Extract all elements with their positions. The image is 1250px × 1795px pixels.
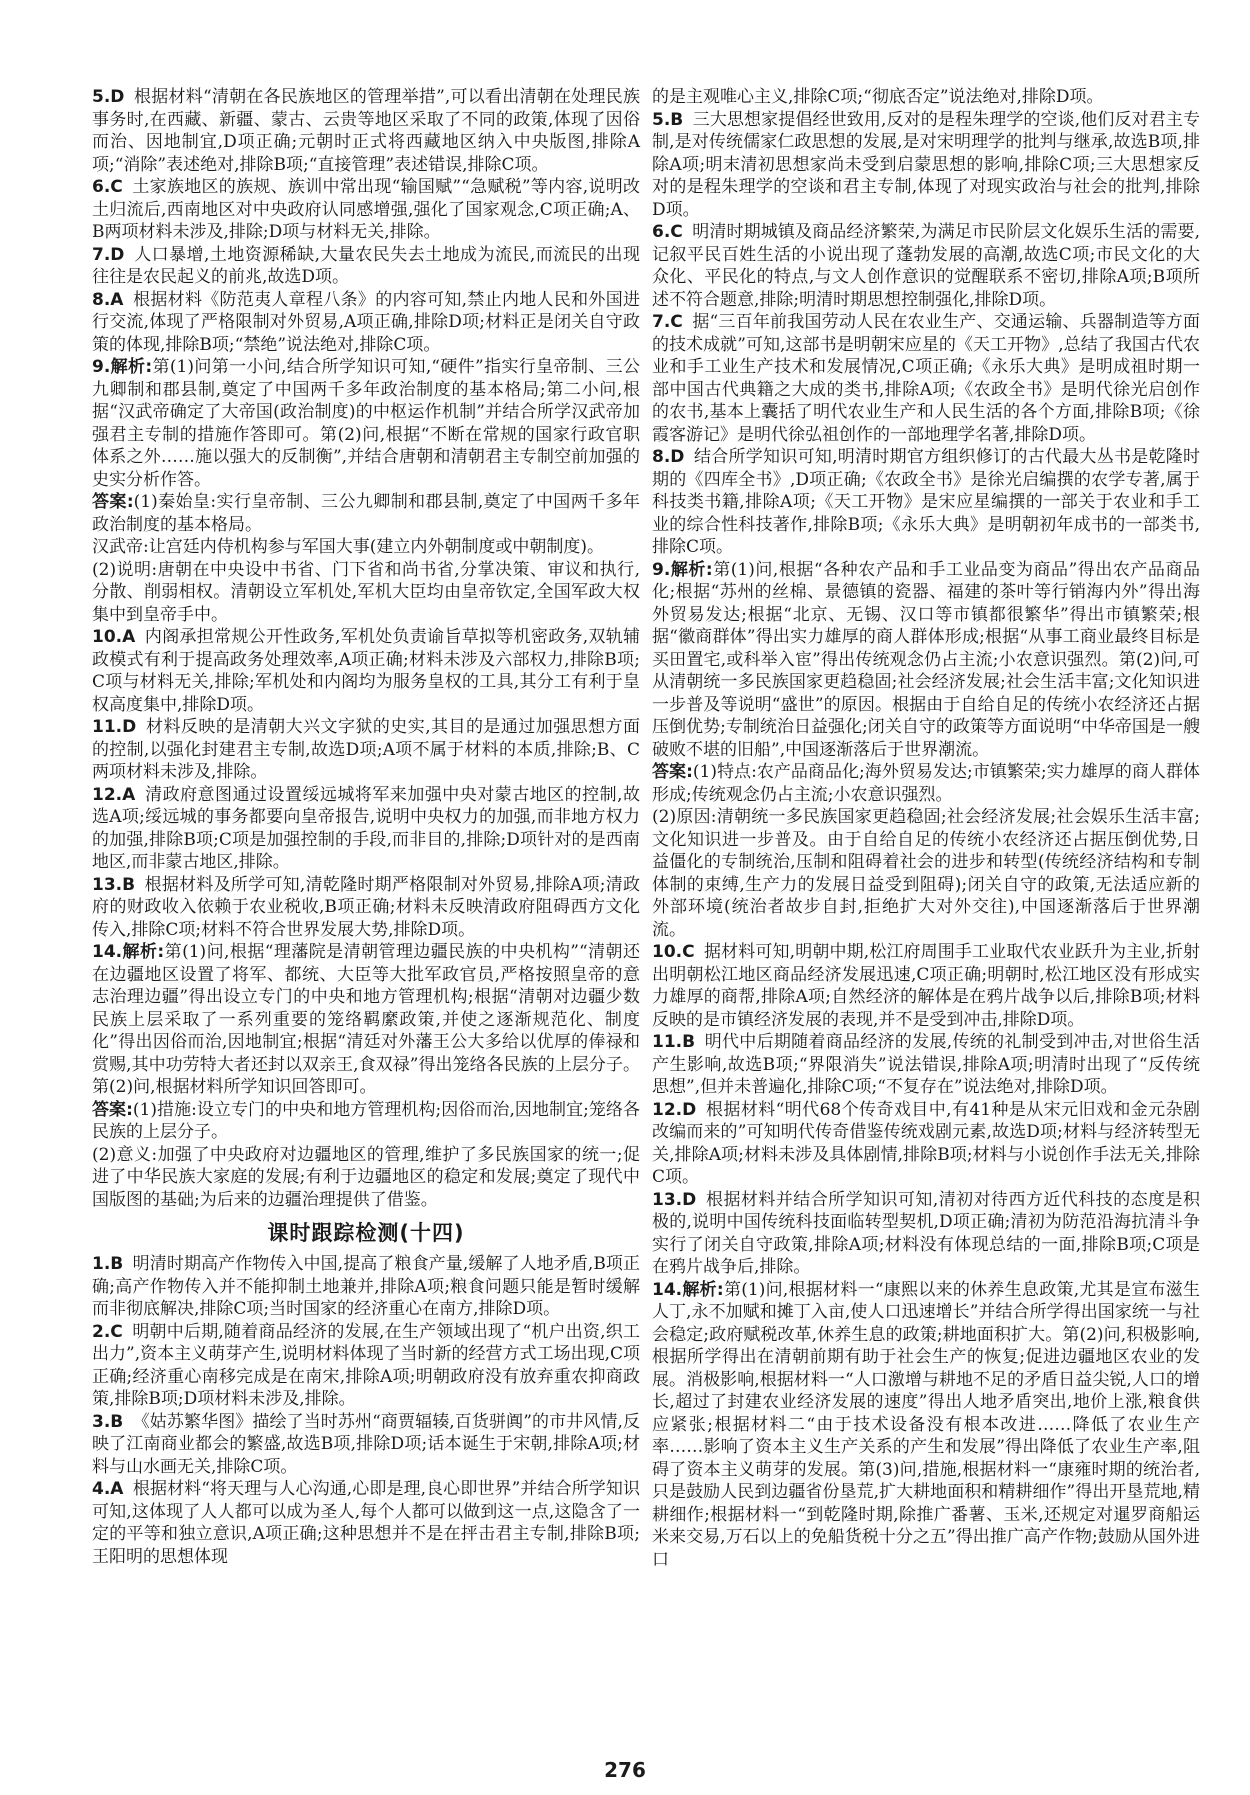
answer-label: 答案: bbox=[652, 762, 693, 782]
item-number: 6.C bbox=[652, 222, 683, 242]
answer-label: 答案: bbox=[92, 492, 134, 512]
item-number: 6.C bbox=[92, 177, 123, 197]
section-title: 课时跟踪检测(十四) bbox=[267, 1221, 465, 1245]
section-item-4 bbox=[92, 1478, 640, 1568]
answer-item-7 bbox=[92, 244, 640, 289]
answer-item-10 bbox=[92, 626, 640, 716]
answer-item-11 bbox=[92, 716, 640, 784]
item-number: 1.B bbox=[92, 1254, 124, 1274]
item-number: 9. bbox=[92, 357, 111, 377]
item-number: 7.C bbox=[652, 312, 683, 332]
section-item-4-cont bbox=[652, 86, 1200, 109]
item-text: 结合所学知识可知,明清时期官方组织修订的古代最大丛书是乾隆时期的《四库全书》,D项正确;《农政全书》是徐光启编撰的农学专著,属于科技类书籍,排除A项;《天工开物》是宋应星编撰的一部关于农业和手工业的综合性科技著作,排除B项;《永乐大典》是明朝初年成书的一部类书,排除C项。 bbox=[652, 447, 1200, 557]
item-number: 10.C bbox=[652, 942, 695, 962]
item-text: 第(1)问,根据“理藩院是清朝管理边疆民族的中央机构”“清朝还在边疆地区设置了将军、都统、大臣等大批军政官员,严格按照皇帝的意志治理边疆”得出设立专门的中央和地方管理机构;根据“清朝对边疆少数民族上层采取了一系列重要的笼络羁縻政策,并使之逐渐规范化、制度化”得出因俗而治,因地制宜;根据“清廷对外藩王公大多给以优厚的俸禄和赏赐,其中功劳特大者还封以双亲王,食双禄”得出笼络各民族的上层分子。第(2)问,根据材料所学知识回答即可。 bbox=[92, 942, 640, 1097]
item-text: 内阁承担常规公开性政务,军机处负责谕旨草拟等机密政务,双轨辅政模式有利于提高政务处理效率,A项正确;材料未涉及六部权力,排除B项;C项与材料无关,排除;军机处和内阁均为服务皇权的工具,其分工有利于皇权高度集中,排除D项。 bbox=[92, 627, 640, 715]
item-text: 根据材料并结合所学知识可知,清初对待西方近代科技的态度是积极的,说明中国传统科技面临转型契机,D项正确;清初为防范沿海抗清斗争实行了闭关自守政策,排除A项;材料没有体现总结的一面,排除B项;C项是在鸦片战争后,排除。 bbox=[652, 1189, 1200, 1277]
answer-item-9-answer-cont bbox=[92, 536, 640, 559]
section-item-1 bbox=[92, 1253, 640, 1321]
item-number: 13.D bbox=[652, 1189, 697, 1210]
section-item-10 bbox=[652, 941, 1200, 1031]
section-item-9-analysis bbox=[652, 559, 1200, 762]
answer-item-14-answer-part2 bbox=[92, 1144, 640, 1212]
item-text: 根据材料“清朝在各民族地区的管理举措”,可以看出清朝在处理民族事务时,在西藏、新疆、蒙古、云贵等地区采取了不同的政策,体现了因俗而治、因地制宜,D项正确;元朝时正式将西藏地区纳入中央版图,排除A项;“消除”表述绝对,排除B项;“直接管理”表述错误,排除C项。 bbox=[92, 87, 640, 175]
item-text: 汉武帝:让宫廷内侍机构参与军国大事(建立内外朝制度或中朝制度)。 bbox=[92, 537, 604, 557]
item-text: (2)原因:清朝统一多民族国家更趋稳固;社会经济发展;社会娱乐生活丰富;文化知识进一步普及。由于自给自足的传统小农经济还占据压倒优势,日益僵化的专制统治,压制和阻碍着社会的进步和转型(传统经济结构和专制体制的束缚,生产力的发展日益受到阻碍);闭关自守的政策,无法适应新的外部环境(统治者故步自封,拒绝扩大对外交往),中国逐渐落后于世界潮流。 bbox=[652, 807, 1200, 940]
section-item-7 bbox=[652, 311, 1200, 446]
section-item-3 bbox=[92, 1411, 640, 1479]
item-text: 的是主观唯心主义,排除C项;“彻底否定”说法绝对,排除D项。 bbox=[652, 87, 1104, 107]
section-item-13 bbox=[652, 1189, 1200, 1279]
item-text: 据“三百年前我国劳动人民在农业生产、交通运输、兵器制造等方面的技术成就”可知,这部书是明朝宋应星的《天工开物》,总结了我国古代农业和手工业生产技术和发展情况,C项正确;《永乐大典》是明成祖时期一部中国古代典籍之大成的类书,排除A项;《农政全书》是明代徐光启创作的农书,基本上囊括了明代农业生产和人民生活的各个方面,排除B项;《徐霞客游记》是明代徐弘祖创作的一部地理学名著,排除D项。 bbox=[652, 312, 1200, 445]
answer-item-13 bbox=[92, 874, 640, 942]
answer-item-8 bbox=[92, 289, 640, 357]
answer-item-9-answer-part2 bbox=[92, 559, 640, 627]
item-number: 8.D bbox=[652, 447, 685, 467]
item-text: 土家族地区的族规、族训中常出现“输国赋”“急赋税”等内容,说明改土归流后,西南地区对中央政府认同感增强,强化了国家观念,C项正确;A、B两项材料未涉及,排除;D项与材料无关,排除。 bbox=[92, 177, 640, 242]
item-text: 明朝中后期,随着商品经济的发展,在生产领域出现了“机户出资,织工出力”,资本主义萌芽产生,说明材料体现了当时新的经营方式工场出现,C项正确;经济重心南移完成是在南宋,排除A项;明朝政府没有放弃重农抑商政策,排除B项;D项材料未涉及,排除。 bbox=[92, 1321, 640, 1409]
section-item-5 bbox=[652, 109, 1200, 222]
item-number: 2.C bbox=[92, 1321, 123, 1342]
answer-item-9-answer bbox=[92, 491, 640, 536]
item-text: 明清时期高产作物传入中国,提高了粮食产量,缓解了人地矛盾,B项正确;高产作物传入并不能抑制土地兼并,排除A项;粮食问题只能是暂时缓解而非彻底解决,排除C项;当时国家的经济重心在南方,排除D项。 bbox=[92, 1254, 640, 1319]
item-number: 5.D bbox=[92, 87, 125, 107]
answer-item-6 bbox=[92, 176, 640, 244]
right-column bbox=[652, 86, 1200, 1571]
analysis-label: 解析: bbox=[670, 559, 713, 580]
item-number: 5.B bbox=[652, 109, 684, 130]
section-item-11 bbox=[652, 1031, 1200, 1099]
item-text: (1)措施:设立专门的中央和地方管理机构;因俗而治,因地制宜;笼络各民族的上层分子。 bbox=[92, 1099, 640, 1142]
section-item-9-answer bbox=[652, 761, 1200, 806]
item-text: (1)秦始皇:实行皇帝制、三公九卿制和郡县制,奠定了中国两千多年政治制度的基本格局。 bbox=[92, 492, 640, 535]
item-text: 第(1)问第一小问,结合所学知识可知,“硬件”指实行皇帝制、三公九卿制和郡县制,奠定了中国两千多年政治制度的基本格局;第二小问,根据“汉武帝确定了大帝国(政治制度)的中枢运作机制”并结合所学汉武帝加强君主专制的措施作答即可。第(2)问,根据“不断在常规的国家行政官职体系之外……施以强大的反制衡”,并结合唐朝和清朝君主专制空前加强的史实分析作答。 bbox=[92, 357, 640, 490]
item-number: 14. bbox=[92, 942, 123, 962]
analysis-label: 解析: bbox=[110, 357, 153, 377]
answer-item-12 bbox=[92, 784, 640, 874]
item-text: 根据材料“将天理与人心沟通,心即是理,良心即世界”并结合所学知识可知,这体现了人人都可以成为圣人,每个人都可以做到这一点,这隐含了一定的平等和独立意识,A项正确;这种思想并不是在抨击君主专制,排除B项;王阳明的思想体现 bbox=[92, 1479, 640, 1567]
section-item-6 bbox=[652, 221, 1200, 311]
item-number: 3.B bbox=[92, 1411, 124, 1432]
item-number: 4.A bbox=[92, 1479, 124, 1499]
left-column bbox=[92, 86, 640, 1568]
answer-item-5 bbox=[92, 86, 640, 176]
item-text: 第(1)问,根据材料一“康熙以来的休养生息政策,尤其是宣布滋生人丁,永不加赋和摊丁入亩,使人口迅速增长”并结合所学得出国家统一与社会稳定;政府赋税改革,休养生息的政策;耕地面积扩大。第(2)问,积极影响,根据所学得出在清朝前期有助于社会生产的恢复;促进边疆地区农业的发展。消极影响,根据材料一“人口激增与耕地不足的矛盾日益尖锐,人口的增长,超过了封建农业经济发展的速度”得出人地矛盾突出,地价上涨,粮食供应紧张;根据材料二“由于技术设备没有根本改进……降低了农业生产率……影响了资本主义生产关系的产生和发展”得出降低了农业生产率,阻碍了资本主义萌芽的发展。第(3)问,措施,根据材料一“康雍时期的统治者,只是鼓励人民到边疆省份垦荒,扩大耕地面积和精耕细作”得出开垦荒地,精耕细作;根据材料一“到乾隆时期,除推广番薯、玉米,还规定对暹罗商船运米来交易,万石以上的免船货税十分之五”得出推广高产作物;鼓励从国外进口 bbox=[652, 1279, 1200, 1570]
analysis-label: 解析: bbox=[682, 1279, 724, 1300]
item-number: 8.A bbox=[92, 289, 124, 310]
section-item-8 bbox=[652, 446, 1200, 559]
item-text: 人口暴增,土地资源稀缺,大量农民失去土地成为流民,而流民的出现往往是农民起义的前兆,故选D项。 bbox=[92, 244, 640, 287]
item-text: (1)特点:农产品商品化;海外贸易发达;市镇繁荣;实力雄厚的商人群体形成;传统观念仍占主流;小农意识强烈。 bbox=[652, 762, 1200, 805]
item-text: 明清时期城镇及商品经济繁荣,为满足市民阶层文化娱乐生活的需要,记叙平民百姓生活的小说出现了蓬勃发展的高潮,故选C项;市民文化的大众化、平民化的特点,与文人创作意识的觉醒联系不密切,排除A项;B项所述不符合题意,排除;明清时期思想控制强化,排除D项。 bbox=[652, 222, 1200, 310]
answer-item-14-analysis bbox=[92, 941, 640, 1099]
item-text: 根据材料“明代68个传奇戏目中,有41种是从宋元旧戏和金元杂剧改编而来的”可知明代传奇借鉴传统戏剧元素,故选D项;材料与经济转型无关,排除A项;材料未涉及具体剧情,排除B项;材料与小说创作手法无关,排除C项。 bbox=[652, 1099, 1200, 1187]
item-number: 14. bbox=[652, 1279, 683, 1300]
item-number: 12.D bbox=[652, 1099, 697, 1120]
item-number: 10.A bbox=[92, 627, 136, 647]
item-text: 据材料可知,明朝中期,松江府周围手工业取代农业跃升为主业,折射出明朝松江地区商品经济发展迅速,C项正确;明朝时,松江地区没有形成实力雄厚的商帮,排除A项;自然经济的解体是在鸦片战争以后,排除B项;材料反映的是市镇经济发展的表现,并不是受到冲击,排除D项。 bbox=[652, 942, 1200, 1030]
item-text: 第(1)问,根据“各种农产品和手工业品变为商品”得出农产品商品化;根据“苏州的丝棉、景德镇的瓷器、福建的茶叶等行销海内外”得出海外贸易发达;根据“北京、无锡、汉口等市镇都很繁华”得出市镇繁荣;根据“徽商群体”得出实力雄厚的商人群体形成;根据“从事工商业最终目标是买田置宅,或科举入宦”得出传统观念仍占主流;小农意识强烈。第(2)问,可从清朝统一多民族国家更趋稳固;社会经济发展;社会生活丰富;文化知识进一步普及等说明“盛世”的原因。根据由于自给自足的传统小农经济还占据压倒优势;专制统治日益强化;闭关自守的政策等方面说明“中华帝国是一艘破败不堪的旧船”,中国逐渐落后于世界潮流。 bbox=[652, 559, 1200, 760]
page-number: 276 bbox=[604, 1758, 646, 1782]
item-number: 7.D bbox=[92, 244, 125, 265]
item-text: (2)说明:唐朝在中央设中书省、门下省和尚书省,分掌决策、审议和执行,分散、削弱相权。清朝设立军机处,军机大臣均由皇帝钦定,全国军政大权集中到皇帝手中。 bbox=[92, 559, 640, 625]
item-text: 明代中后期随着商品经济的发展,传统的礼制受到冲击,对世俗生活产生影响,故选B项;“界限消失”说法错误,排除A项;明清时出现了“反传统思想”,但并未普遍化,排除C项;“不复存在”说法绝对,排除D项。 bbox=[652, 1032, 1200, 1097]
answer-item-9-analysis bbox=[92, 356, 640, 491]
item-text: 清政府意图通过设置绥远城将军来加强中央对蒙古地区的控制,故选A项;绥远城的事务都要向皇帝报告,说明中央权力的加强,而非地方权力的加强,排除B项;C项是加强控制的手段,而非目的,排除;D项针对的是西南地区,而非蒙古地区,排除。 bbox=[92, 784, 640, 872]
item-text: 根据材料《防范夷人章程八条》的内容可知,禁止内地人民和外国进行交流,体现了严格限制对外贸易,A项正确,排除D项;材料正是闭关自守政策的体现,排除B项;“禁绝”说法绝对,排除C项。 bbox=[92, 289, 640, 355]
item-number: 11.B bbox=[652, 1032, 696, 1052]
item-text: 根据材料及所学可知,清乾隆时期严格限制对外贸易,排除A项;清政府的财政收入依赖于农业税收,B项正确;材料未反映清政府阻碍西方文化传入,排除C项;材料不符合世界发展大势,排除D项。 bbox=[92, 874, 640, 940]
answer-label: 答案: bbox=[92, 1099, 133, 1120]
item-number: 13.B bbox=[92, 874, 136, 895]
item-text: (2)意义:加强了中央政府对边疆地区的管理,维护了多民族国家的统一;促进了中华民族大家庭的发展;有利于边疆地区的稳定和发展;奠定了现代中国版图的基础;为后来的边疆治理提供了借鉴。 bbox=[92, 1144, 640, 1210]
item-number: 11.D bbox=[92, 717, 137, 737]
item-text: 《姑苏繁华图》描绘了当时苏州“商贾辐辏,百货骈阗”的市井风情,反映了江南商业都会的繁盛,故选B项,排除D项;话本诞生于宋朝,排除A项;材料与山水画无关,排除C项。 bbox=[92, 1411, 640, 1477]
analysis-label: 解析: bbox=[122, 942, 165, 962]
item-number: 12.A bbox=[92, 784, 136, 805]
section-item-14-analysis bbox=[652, 1279, 1200, 1572]
section-item-12 bbox=[652, 1099, 1200, 1189]
section-item-9-answer-part2 bbox=[652, 806, 1200, 941]
item-number: 9. bbox=[652, 559, 671, 580]
item-text: 材料反映的是清朝大兴文字狱的史实,其目的是通过加强思想方面的控制,以强化封建君主专制,故选D项;A项不属于材料的本质,排除;B、C两项材料未涉及,排除。 bbox=[92, 717, 640, 782]
section-item-2 bbox=[92, 1321, 640, 1411]
answer-item-14-answer bbox=[92, 1099, 640, 1144]
item-text: 三大思想家提倡经世致用,反对的是程朱理学的空谈,他们反对君主专制,是对传统儒家仁政思想的发展,是对宋明理学的批判与继承,故选B项,排除A项;明末清初思想家尚未受到启蒙思想的影响,排除C项;三大思想家反对的是程朱理学的空谈和君主专制,体现了对现实政治与社会的批判,排除D项。 bbox=[652, 109, 1200, 220]
